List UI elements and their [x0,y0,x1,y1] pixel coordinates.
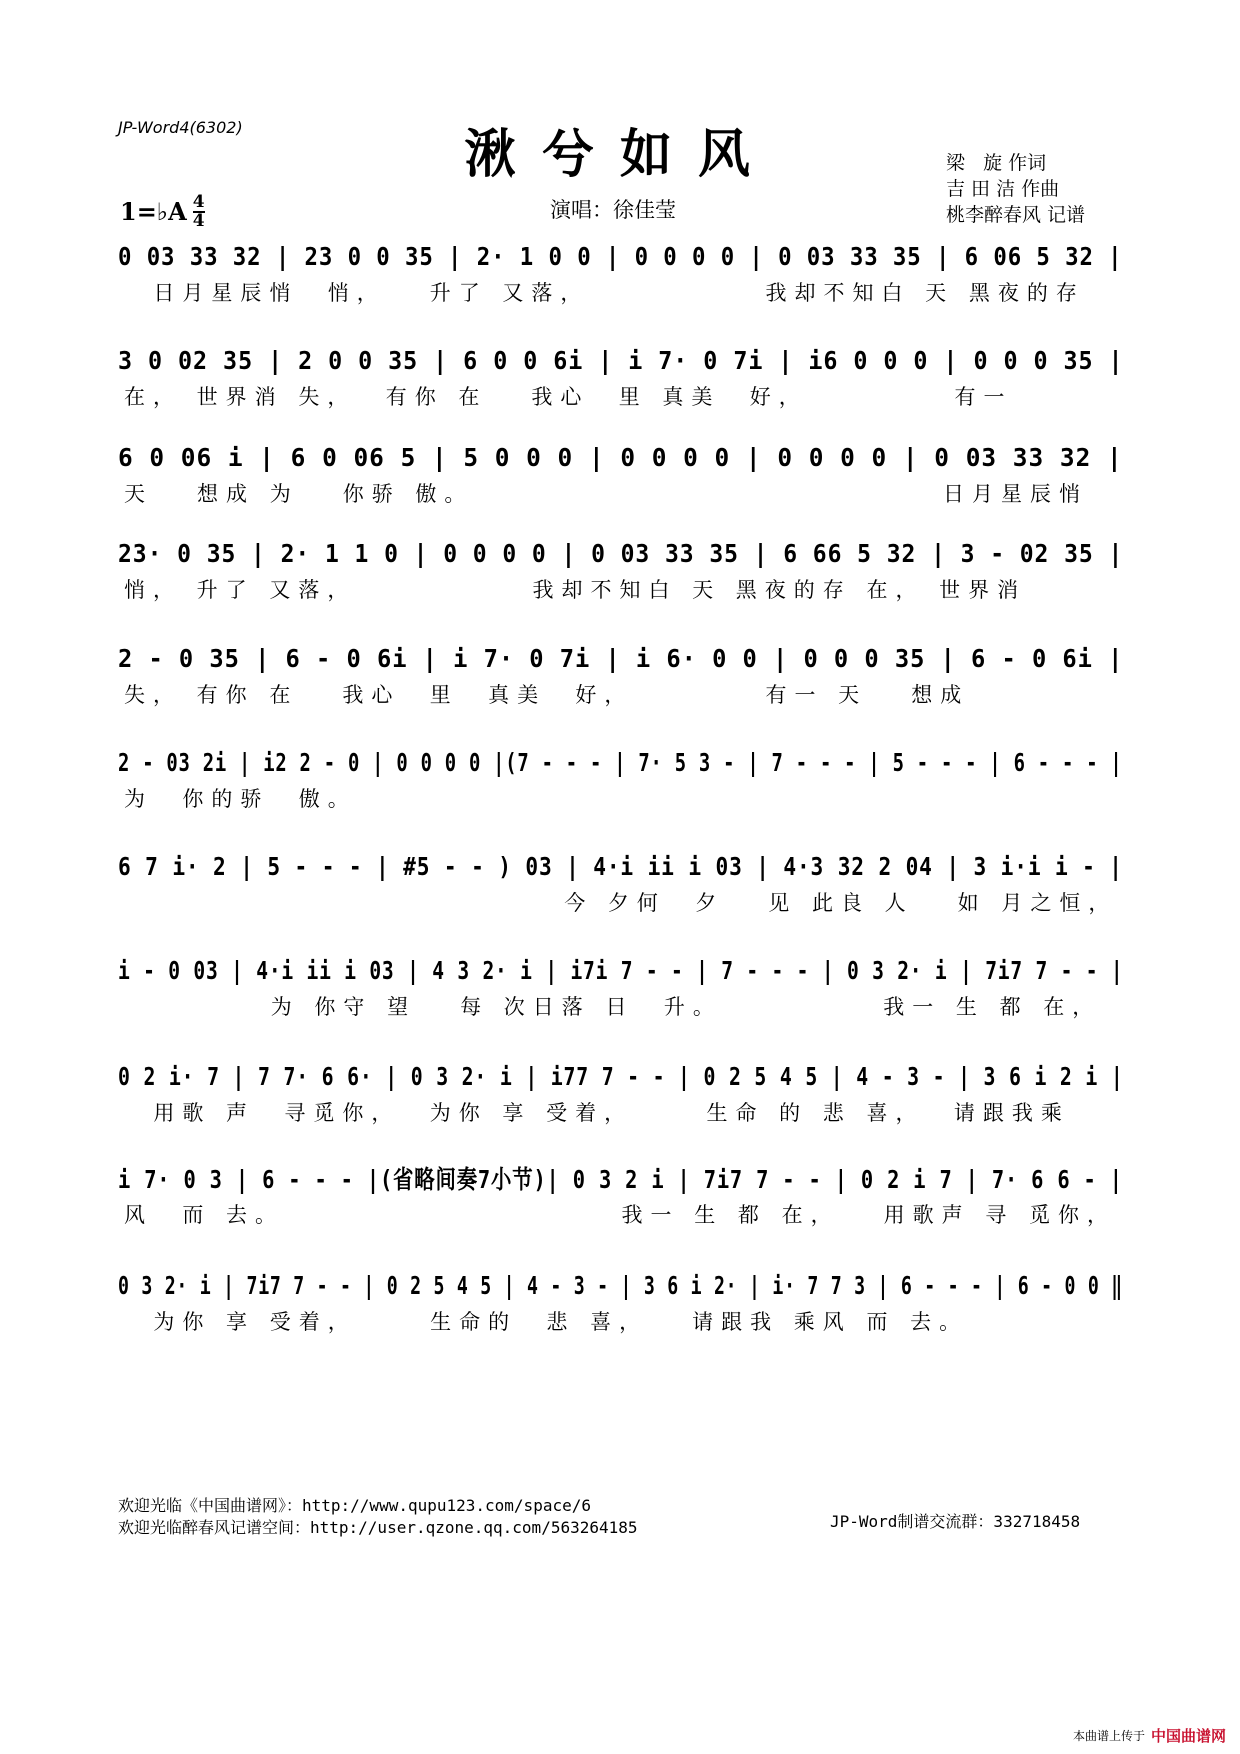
score-system [118,1265,1123,1339]
footer [118,1495,638,1539]
notes-line [118,437,1123,477]
composer: 吉 田 洁 作曲 [946,178,1060,200]
score-system [118,340,1123,414]
notes-line [118,340,1123,380]
credits [946,150,1085,228]
notes-line [118,638,1123,678]
footer-group: JP-Word制谱交流群：332718458 [830,1512,1081,1531]
score-system [118,950,1123,1024]
key-label: 1=♭A [120,197,187,226]
singer: 演唱：徐佳莹 [550,198,676,222]
lyrics-line: 日月星辰悄 悄， 升了 又落， 我却不知白 天 黑夜的存 [124,281,1085,305]
score-system [118,742,1123,816]
jianpu-notes: 3 0 02 35 | 2 0 0 35 | 6 0 0 6i | i 7· 0 7i | i6 0 0 0 | 0 0 0 35 | [118,345,1124,375]
time-signature-top: 4 [192,192,205,212]
lyrics-line: 悄， 升了 又落， 我却不知白 天 黑夜的存 在， 世界消 [124,578,1027,602]
notes-line [118,533,1123,573]
upload-badge [1073,1725,1226,1746]
jianpu-notes: 2 - 03 2i | i2 2 - 0 | 0 0 0 0 |(7 - - - | 7· 5 3 - | 7 - - - | 5 - - - | 6 - - - | [118,747,1123,777]
song-title: 湫兮如风 [463,124,776,185]
lyrics-line: 在， 世界消 失， 有你 在 我心 里 真美 好， 有一 [124,385,1013,409]
jianpu-notes: 6 0 06 i | 6 0 06 5 | 5 0 0 0 | 0 0 0 0 | 0 0 0 0 | 0 03 33 32 | [118,442,1123,472]
jianpu-notes: 2 - 0 35 | 6 - 0 6i | i 7· 0 7i | i 6· 0 0 | 0 0 0 35 | 6 - 0 6i | [118,643,1124,673]
score-system [118,236,1123,310]
time-signature-bottom: 4 [192,211,205,231]
jianpu-notes: 0 2 i· 7 | 7 7· 6 6· | 0 3 2· i | i77 7 - - | 0 2 5 4 5 | 4 - 3 - | 3 6 i 2 i | [118,1061,1124,1091]
notes-line [118,1056,1123,1096]
score-system [118,437,1123,511]
notes-line [118,1158,1123,1198]
notes-line [118,236,1123,276]
jianpu-notes: i - 0 03 | 4·i ii i 03 | 4 3 2· i | i7i 7 - - | 7 - - - | 0 3 2· i | 7i7 7 - - | [118,955,1124,985]
jianpu-notes: 6 7 i· 2 | 5 - - - | #5 - - ) 03 | 4·i ii i 03 | 4·3 32 2 04 | 3 i·i i - | [118,851,1123,881]
score-system [118,1158,1123,1232]
jianpu-notes: 23· 0 35 | 2· 1 1 0 | 0 0 0 0 | 0 03 33 35 | 6 66 5 32 | 3 - 02 35 | [118,538,1124,568]
transcriber: 桃李醉春风 记谱 [946,204,1086,226]
notes-line [118,950,1123,990]
time-signature [193,194,205,229]
lyrics-line: 为 你守 望 每 次日落 日 升。 我一 生 都 在， [124,995,1102,1019]
lyrics-line: 今 夕何 夕 见 此良 人 如 月之恒， [124,891,1118,915]
notes-line [118,1265,1123,1305]
software-label: JP-Word4(6302) [118,118,243,137]
lyrics-line: 失， 有你 在 我心 里 真美 好， 有一 天 想成 [124,683,970,707]
site-logo[interactable]: 中国曲谱网 [1150,1727,1226,1745]
notes-line [118,846,1123,886]
score-system [118,638,1123,712]
lyrics-line: 为你 享 受着， 生命的 悲 喜， 请跟我 乘风 而 去。 [124,1310,969,1334]
footer-link-qupu[interactable]: 欢迎光临《中国曲谱网》：http://www.qupu123.com/space/6 [118,1496,591,1515]
jianpu-notes: 0 03 33 32 | 23 0 0 35 | 2· 1 0 0 | 0 0 0 0 | 0 03 33 35 | 6 06 5 32 | [118,241,1123,271]
upload-text: 本曲谱上传于 [1072,1729,1145,1743]
lyrics-line: 为 你的骄 傲。 [124,787,357,811]
notes-line [118,742,1123,782]
key-signature [120,194,205,229]
lyrics-line: 用歌 声 寻觅你， 为你 享 受着， 生命 的 悲 喜， 请跟我乘 [124,1101,1070,1125]
footer-link-qzone[interactable]: 欢迎光临醉春风记谱空间：http://user.qzone.qq.com/563264185 [118,1518,638,1537]
score-system [118,1056,1123,1130]
lyricist: 梁 旋 作词 [946,152,1047,174]
lyrics-line: 天 想成 为 你骄 傲。 日月星辰悄 [124,482,1089,506]
jianpu-notes: 0 3 2· i | 7i7 7 - - | 0 2 5 4 5 | 4 - 3 - | 3 6 i 2· | i· 7 7 3 | 6 - - - | 6 - 0 0 ‖ [118,1270,1123,1300]
lyrics-line: 风 而 去。 我一 生 都 在， 用歌声 寻 觅你， [124,1203,1116,1227]
score-system [118,533,1123,607]
jianpu-notes: i 7· 0 3 | 6 - - - |(省略间奏7小节)| 0 3 2 i | 7i7 7 - - | 0 2 i 7 | 7· 6 6 - | [118,1165,1123,1194]
score-system [118,846,1123,920]
